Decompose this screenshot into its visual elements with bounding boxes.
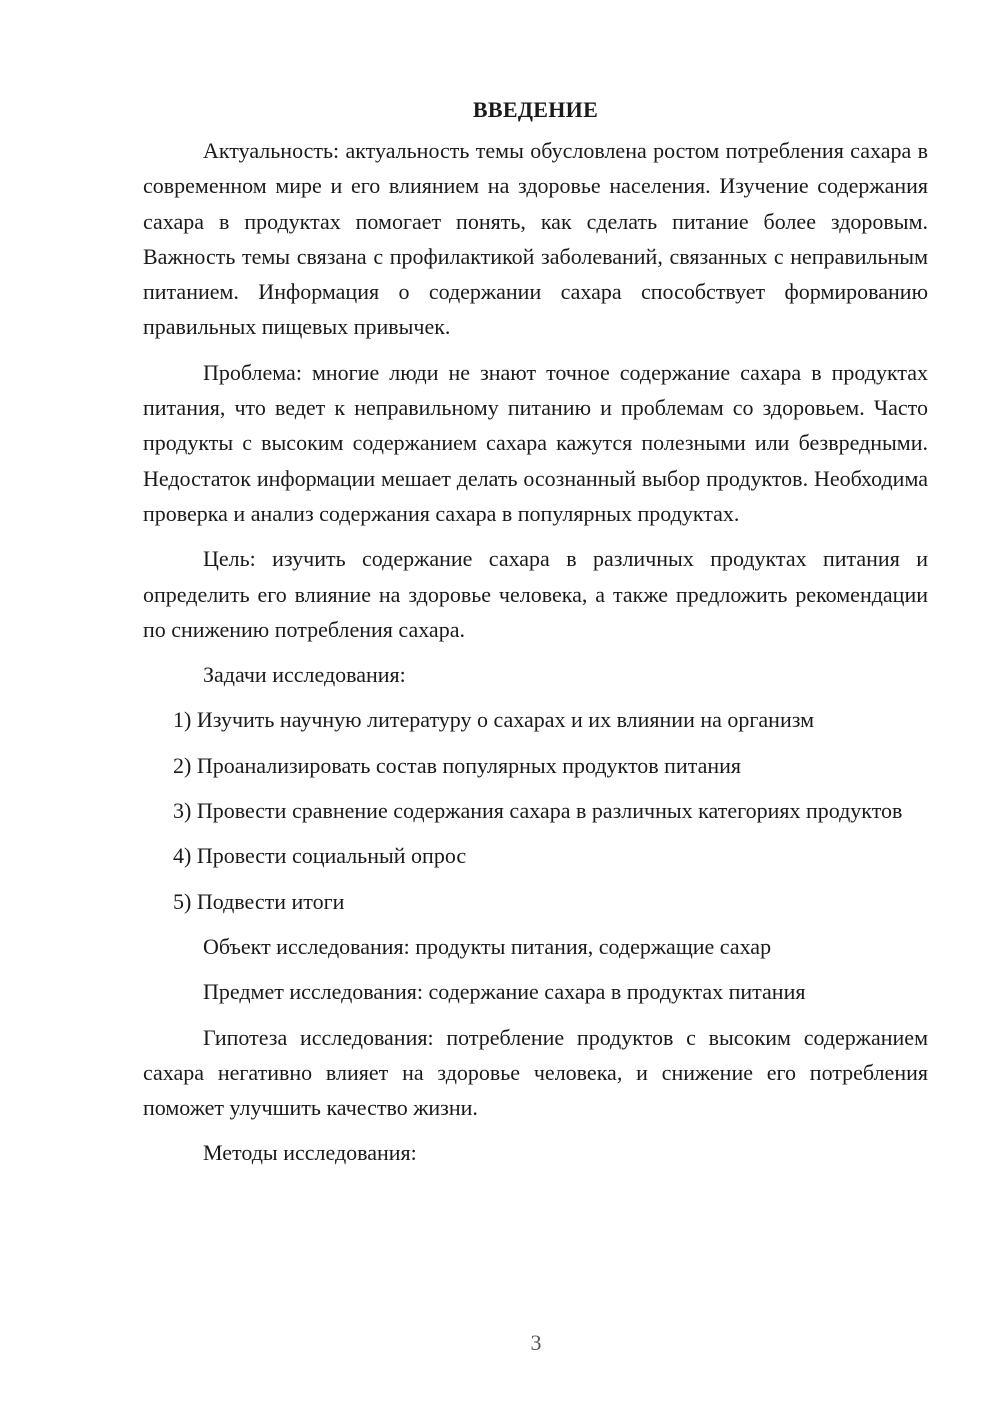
document-title: ВВЕДЕНИЕ [472,97,599,122]
methods-heading: Методы исследования: [203,1140,417,1166]
paragraph-relevance: Актуальность: актуальность темы обусловлена ростом потребления сахара в современном мире и его влиянием на здоровье населения. Изучение содержания сахара в продуктах помогает понять, как сделать питание более здоровым. Важность темы связана с профилактикой заболеваний, связанных с неправильным питанием. Информация о содержании сахара способствует формированию правильных пищевых привычек. [143,138,928,340]
list-item: 4) Провести социальный опрос [173,843,467,869]
paragraph-subject: Предмет исследования: содержание сахара в продуктах питания [203,979,806,1005]
paragraph-goal: Цель: изучить содержание сахара в различных продуктах питания и определить его влияние на здоровье человека, а также предложить рекомендации по снижению потребления сахара. [143,546,928,642]
paragraph-hypothesis: Гипотеза исследования: потребление продуктов с высоким содержанием сахара негативно влияет на здоровье человека, и снижение его потребления поможет улучшить качество жизни. [143,1024,928,1121]
list-item: 2) Проанализировать состав популярных продуктов питания [173,752,742,778]
tasks-list [143,702,928,918]
list-item: 5) Подвести итоги [173,888,345,914]
paragraph-problem: Проблема: многие люди не знают точное содержание сахара в продуктах питания, что ведет к неправильному питанию и проблемам со здоровьем. Часто продукты с высоким содержанием сахара кажутся полезными или безвредными. Недостаток информации мешает делать осознанный выбор продуктов. Необходима проверка и анализ содержания сахара в популярных продуктах. [143,359,928,526]
list-item: 3) Провести сравнение содержания сахара в различных категориях продуктов [173,798,903,824]
page-number: 3 [530,1330,542,1355]
document-page [143,92,928,1181]
paragraph-object: Объект исследования: продукты питания, содержащие сахар [203,933,772,959]
list-item: 1) Изучить научную литературу о сахарах и их влиянии на организм [173,707,815,733]
tasks-heading: Задачи исследования: [203,662,406,688]
